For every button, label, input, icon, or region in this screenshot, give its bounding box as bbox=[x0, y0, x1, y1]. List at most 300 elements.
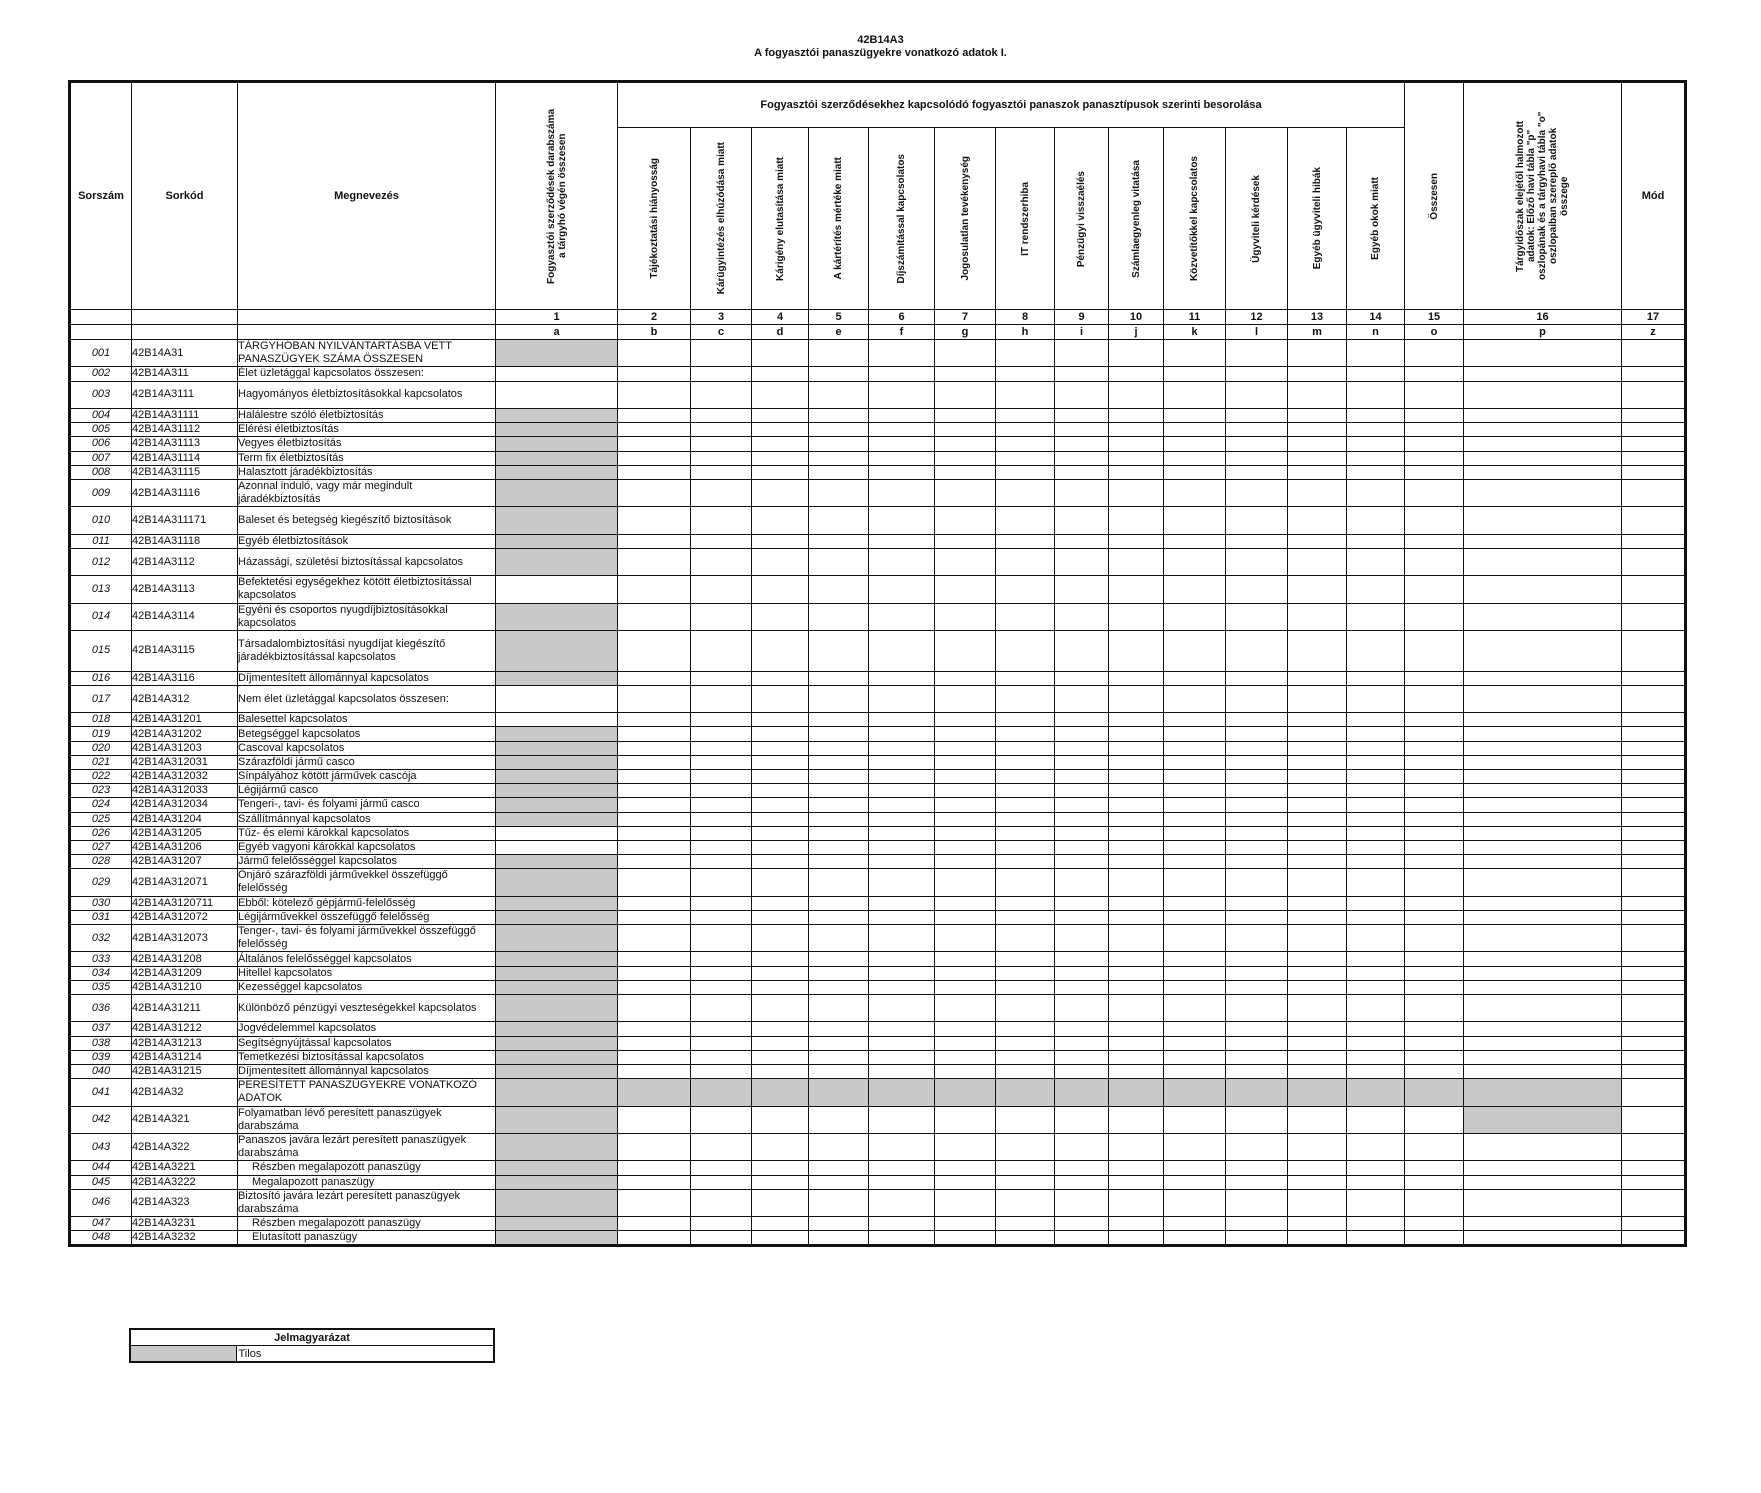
input-cell[interactable] bbox=[1464, 685, 1622, 712]
input-cell[interactable] bbox=[752, 1064, 809, 1078]
input-cell[interactable] bbox=[1226, 451, 1288, 465]
input-cell[interactable] bbox=[869, 437, 935, 451]
input-cell[interactable] bbox=[752, 812, 809, 826]
input-cell[interactable] bbox=[1622, 952, 1686, 966]
input-cell[interactable] bbox=[935, 1189, 996, 1216]
input-cell[interactable] bbox=[935, 1064, 996, 1078]
input-cell[interactable] bbox=[496, 367, 618, 381]
input-cell[interactable] bbox=[1055, 548, 1109, 575]
input-cell[interactable] bbox=[1464, 465, 1622, 479]
input-cell[interactable] bbox=[1288, 671, 1347, 685]
input-cell[interactable] bbox=[618, 1161, 691, 1175]
input-cell[interactable] bbox=[1405, 367, 1464, 381]
input-cell[interactable] bbox=[869, 798, 935, 812]
input-cell[interactable] bbox=[869, 769, 935, 783]
input-cell[interactable] bbox=[1164, 408, 1226, 422]
input-cell[interactable] bbox=[618, 408, 691, 422]
input-cell[interactable] bbox=[935, 1175, 996, 1189]
input-cell[interactable] bbox=[996, 812, 1055, 826]
input-cell[interactable] bbox=[1288, 548, 1347, 575]
input-cell[interactable] bbox=[1226, 685, 1288, 712]
input-cell[interactable] bbox=[1055, 340, 1109, 367]
input-cell[interactable] bbox=[1055, 1175, 1109, 1189]
input-cell[interactable] bbox=[1164, 1161, 1226, 1175]
input-cell[interactable] bbox=[1622, 769, 1686, 783]
input-cell[interactable] bbox=[1288, 812, 1347, 826]
input-cell[interactable] bbox=[1109, 671, 1164, 685]
input-cell[interactable] bbox=[1405, 671, 1464, 685]
input-cell[interactable] bbox=[1405, 1175, 1464, 1189]
input-cell[interactable] bbox=[1347, 479, 1405, 506]
input-cell[interactable] bbox=[1109, 1036, 1164, 1050]
input-cell[interactable] bbox=[1226, 713, 1288, 727]
input-cell[interactable] bbox=[809, 685, 869, 712]
input-cell[interactable] bbox=[1109, 548, 1164, 575]
input-cell[interactable] bbox=[1622, 381, 1686, 408]
input-cell[interactable] bbox=[1347, 1189, 1405, 1216]
input-cell[interactable] bbox=[869, 1106, 935, 1133]
input-cell[interactable] bbox=[1055, 423, 1109, 437]
input-cell[interactable] bbox=[1288, 367, 1347, 381]
input-cell[interactable] bbox=[1347, 826, 1405, 840]
input-cell[interactable] bbox=[1464, 340, 1622, 367]
input-cell[interactable] bbox=[1405, 896, 1464, 910]
input-cell[interactable] bbox=[691, 367, 752, 381]
input-cell[interactable] bbox=[691, 1106, 752, 1133]
input-cell[interactable] bbox=[691, 980, 752, 994]
input-cell[interactable] bbox=[1226, 952, 1288, 966]
input-cell[interactable] bbox=[1164, 869, 1226, 896]
input-cell[interactable] bbox=[1164, 896, 1226, 910]
input-cell[interactable] bbox=[809, 451, 869, 465]
input-cell[interactable] bbox=[1622, 713, 1686, 727]
input-cell[interactable] bbox=[1109, 507, 1164, 534]
input-cell[interactable] bbox=[1109, 437, 1164, 451]
input-cell[interactable] bbox=[1226, 340, 1288, 367]
input-cell[interactable] bbox=[869, 423, 935, 437]
input-cell[interactable] bbox=[1226, 1161, 1288, 1175]
input-cell[interactable] bbox=[869, 451, 935, 465]
input-cell[interactable] bbox=[1347, 576, 1405, 603]
input-cell[interactable] bbox=[996, 423, 1055, 437]
input-cell[interactable] bbox=[996, 1036, 1055, 1050]
input-cell[interactable] bbox=[618, 727, 691, 741]
input-cell[interactable] bbox=[809, 966, 869, 980]
input-cell[interactable] bbox=[1405, 1231, 1464, 1246]
input-cell[interactable] bbox=[1288, 869, 1347, 896]
input-cell[interactable] bbox=[752, 381, 809, 408]
input-cell[interactable] bbox=[752, 465, 809, 479]
input-cell[interactable] bbox=[1464, 534, 1622, 548]
input-cell[interactable] bbox=[869, 910, 935, 924]
input-cell[interactable] bbox=[809, 910, 869, 924]
input-cell[interactable] bbox=[1405, 408, 1464, 422]
input-cell[interactable] bbox=[1288, 952, 1347, 966]
input-cell[interactable] bbox=[1347, 1064, 1405, 1078]
input-cell[interactable] bbox=[935, 952, 996, 966]
input-cell[interactable] bbox=[935, 1231, 996, 1246]
input-cell[interactable] bbox=[1109, 381, 1164, 408]
input-cell[interactable] bbox=[618, 631, 691, 672]
input-cell[interactable] bbox=[691, 910, 752, 924]
input-cell[interactable] bbox=[996, 671, 1055, 685]
input-cell[interactable] bbox=[1164, 855, 1226, 869]
input-cell[interactable] bbox=[809, 995, 869, 1022]
input-cell[interactable] bbox=[1055, 910, 1109, 924]
input-cell[interactable] bbox=[1055, 1064, 1109, 1078]
input-cell[interactable] bbox=[809, 826, 869, 840]
input-cell[interactable] bbox=[618, 479, 691, 506]
input-cell[interactable] bbox=[1464, 423, 1622, 437]
input-cell[interactable] bbox=[1464, 727, 1622, 741]
input-cell[interactable] bbox=[691, 855, 752, 869]
input-cell[interactable] bbox=[1405, 1036, 1464, 1050]
input-cell[interactable] bbox=[691, 755, 752, 769]
input-cell[interactable] bbox=[1226, 755, 1288, 769]
input-cell[interactable] bbox=[996, 798, 1055, 812]
input-cell[interactable] bbox=[996, 507, 1055, 534]
input-cell[interactable] bbox=[691, 631, 752, 672]
input-cell[interactable] bbox=[935, 603, 996, 630]
input-cell[interactable] bbox=[1288, 980, 1347, 994]
input-cell[interactable] bbox=[1164, 980, 1226, 994]
input-cell[interactable] bbox=[996, 1133, 1055, 1160]
input-cell[interactable] bbox=[1622, 840, 1686, 854]
input-cell[interactable] bbox=[1622, 869, 1686, 896]
input-cell[interactable] bbox=[752, 576, 809, 603]
input-cell[interactable] bbox=[1464, 713, 1622, 727]
input-cell[interactable] bbox=[1347, 952, 1405, 966]
input-cell[interactable] bbox=[618, 451, 691, 465]
input-cell[interactable] bbox=[1288, 603, 1347, 630]
input-cell[interactable] bbox=[869, 784, 935, 798]
input-cell[interactable] bbox=[691, 1189, 752, 1216]
input-cell[interactable] bbox=[809, 423, 869, 437]
input-cell[interactable] bbox=[1226, 534, 1288, 548]
input-cell[interactable] bbox=[1622, 437, 1686, 451]
input-cell[interactable] bbox=[1464, 451, 1622, 465]
input-cell[interactable] bbox=[752, 995, 809, 1022]
input-cell[interactable] bbox=[618, 548, 691, 575]
input-cell[interactable] bbox=[1109, 769, 1164, 783]
input-cell[interactable] bbox=[1464, 769, 1622, 783]
input-cell[interactable] bbox=[618, 381, 691, 408]
input-cell[interactable] bbox=[935, 869, 996, 896]
input-cell[interactable] bbox=[1226, 910, 1288, 924]
input-cell[interactable] bbox=[1109, 603, 1164, 630]
input-cell[interactable] bbox=[935, 840, 996, 854]
input-cell[interactable] bbox=[1109, 1231, 1164, 1246]
input-cell[interactable] bbox=[869, 381, 935, 408]
input-cell[interactable] bbox=[935, 966, 996, 980]
input-cell[interactable] bbox=[1464, 855, 1622, 869]
input-cell[interactable] bbox=[809, 925, 869, 952]
input-cell[interactable] bbox=[618, 896, 691, 910]
input-cell[interactable] bbox=[1347, 980, 1405, 994]
input-cell[interactable] bbox=[1226, 826, 1288, 840]
input-cell[interactable] bbox=[1164, 798, 1226, 812]
input-cell[interactable] bbox=[1055, 769, 1109, 783]
input-cell[interactable] bbox=[1464, 1050, 1622, 1064]
input-cell[interactable] bbox=[1226, 966, 1288, 980]
input-cell[interactable] bbox=[1622, 826, 1686, 840]
input-cell[interactable] bbox=[1405, 1133, 1464, 1160]
input-cell[interactable] bbox=[935, 798, 996, 812]
input-cell[interactable] bbox=[752, 507, 809, 534]
input-cell[interactable] bbox=[996, 1064, 1055, 1078]
input-cell[interactable] bbox=[1055, 1022, 1109, 1036]
input-cell[interactable] bbox=[691, 1022, 752, 1036]
input-cell[interactable] bbox=[1288, 1133, 1347, 1160]
input-cell[interactable] bbox=[1622, 631, 1686, 672]
input-cell[interactable] bbox=[1405, 713, 1464, 727]
input-cell[interactable] bbox=[1109, 966, 1164, 980]
input-cell[interactable] bbox=[1405, 507, 1464, 534]
input-cell[interactable] bbox=[691, 727, 752, 741]
input-cell[interactable] bbox=[1347, 603, 1405, 630]
input-cell[interactable] bbox=[1405, 952, 1464, 966]
input-cell[interactable] bbox=[1405, 741, 1464, 755]
input-cell[interactable] bbox=[809, 755, 869, 769]
input-cell[interactable] bbox=[935, 381, 996, 408]
input-cell[interactable] bbox=[996, 910, 1055, 924]
input-cell[interactable] bbox=[1288, 479, 1347, 506]
input-cell[interactable] bbox=[1055, 1231, 1109, 1246]
input-cell[interactable] bbox=[869, 755, 935, 769]
input-cell[interactable] bbox=[1405, 465, 1464, 479]
input-cell[interactable] bbox=[1405, 798, 1464, 812]
input-cell[interactable] bbox=[935, 727, 996, 741]
input-cell[interactable] bbox=[1464, 826, 1622, 840]
input-cell[interactable] bbox=[618, 741, 691, 755]
input-cell[interactable] bbox=[1464, 603, 1622, 630]
input-cell[interactable] bbox=[1109, 1161, 1164, 1175]
input-cell[interactable] bbox=[496, 713, 618, 727]
input-cell[interactable] bbox=[618, 576, 691, 603]
input-cell[interactable] bbox=[1405, 966, 1464, 980]
input-cell[interactable] bbox=[1226, 727, 1288, 741]
input-cell[interactable] bbox=[618, 925, 691, 952]
input-cell[interactable] bbox=[809, 713, 869, 727]
input-cell[interactable] bbox=[869, 840, 935, 854]
input-cell[interactable] bbox=[869, 340, 935, 367]
input-cell[interactable] bbox=[1347, 812, 1405, 826]
input-cell[interactable] bbox=[1622, 925, 1686, 952]
input-cell[interactable] bbox=[752, 1231, 809, 1246]
input-cell[interactable] bbox=[1347, 507, 1405, 534]
input-cell[interactable] bbox=[935, 1036, 996, 1050]
input-cell[interactable] bbox=[496, 826, 618, 840]
input-cell[interactable] bbox=[1288, 1175, 1347, 1189]
input-cell[interactable] bbox=[1109, 840, 1164, 854]
input-cell[interactable] bbox=[935, 479, 996, 506]
input-cell[interactable] bbox=[618, 980, 691, 994]
input-cell[interactable] bbox=[1405, 769, 1464, 783]
input-cell[interactable] bbox=[1464, 812, 1622, 826]
input-cell[interactable] bbox=[1464, 576, 1622, 603]
input-cell[interactable] bbox=[1405, 925, 1464, 952]
input-cell[interactable] bbox=[691, 437, 752, 451]
input-cell[interactable] bbox=[1622, 507, 1686, 534]
input-cell[interactable] bbox=[1226, 631, 1288, 672]
input-cell[interactable] bbox=[1055, 1133, 1109, 1160]
input-cell[interactable] bbox=[1164, 534, 1226, 548]
input-cell[interactable] bbox=[1055, 1050, 1109, 1064]
input-cell[interactable] bbox=[1405, 340, 1464, 367]
input-cell[interactable] bbox=[1055, 1036, 1109, 1050]
input-cell[interactable] bbox=[1288, 340, 1347, 367]
input-cell[interactable] bbox=[691, 784, 752, 798]
input-cell[interactable] bbox=[996, 713, 1055, 727]
input-cell[interactable] bbox=[935, 755, 996, 769]
input-cell[interactable] bbox=[1055, 855, 1109, 869]
input-cell[interactable] bbox=[935, 713, 996, 727]
input-cell[interactable] bbox=[1622, 685, 1686, 712]
input-cell[interactable] bbox=[1347, 685, 1405, 712]
input-cell[interactable] bbox=[869, 966, 935, 980]
input-cell[interactable] bbox=[1405, 437, 1464, 451]
input-cell[interactable] bbox=[1464, 896, 1622, 910]
input-cell[interactable] bbox=[1347, 713, 1405, 727]
input-cell[interactable] bbox=[1405, 812, 1464, 826]
input-cell[interactable] bbox=[996, 995, 1055, 1022]
input-cell[interactable] bbox=[869, 1217, 935, 1231]
input-cell[interactable] bbox=[1226, 479, 1288, 506]
input-cell[interactable] bbox=[869, 826, 935, 840]
input-cell[interactable] bbox=[1622, 727, 1686, 741]
input-cell[interactable] bbox=[996, 1231, 1055, 1246]
input-cell[interactable] bbox=[1055, 451, 1109, 465]
input-cell[interactable] bbox=[869, 1133, 935, 1160]
input-cell[interactable] bbox=[1226, 1022, 1288, 1036]
input-cell[interactable] bbox=[691, 995, 752, 1022]
input-cell[interactable] bbox=[996, 479, 1055, 506]
input-cell[interactable] bbox=[1288, 741, 1347, 755]
input-cell[interactable] bbox=[1347, 869, 1405, 896]
input-cell[interactable] bbox=[1622, 1050, 1686, 1064]
input-cell[interactable] bbox=[1464, 1133, 1622, 1160]
input-cell[interactable] bbox=[996, 1106, 1055, 1133]
input-cell[interactable] bbox=[935, 896, 996, 910]
input-cell[interactable] bbox=[1164, 741, 1226, 755]
input-cell[interactable] bbox=[752, 980, 809, 994]
input-cell[interactable] bbox=[1405, 727, 1464, 741]
input-cell[interactable] bbox=[1288, 925, 1347, 952]
input-cell[interactable] bbox=[1164, 727, 1226, 741]
input-cell[interactable] bbox=[1109, 812, 1164, 826]
input-cell[interactable] bbox=[1164, 910, 1226, 924]
input-cell[interactable] bbox=[1464, 408, 1622, 422]
input-cell[interactable] bbox=[1405, 755, 1464, 769]
input-cell[interactable] bbox=[809, 769, 869, 783]
input-cell[interactable] bbox=[1622, 784, 1686, 798]
input-cell[interactable] bbox=[1347, 798, 1405, 812]
input-cell[interactable] bbox=[869, 713, 935, 727]
input-cell[interactable] bbox=[1055, 840, 1109, 854]
input-cell[interactable] bbox=[752, 603, 809, 630]
input-cell[interactable] bbox=[1288, 685, 1347, 712]
input-cell[interactable] bbox=[869, 479, 935, 506]
input-cell[interactable] bbox=[752, 798, 809, 812]
input-cell[interactable] bbox=[1226, 1231, 1288, 1246]
input-cell[interactable] bbox=[869, 952, 935, 966]
input-cell[interactable] bbox=[1288, 534, 1347, 548]
input-cell[interactable] bbox=[1109, 869, 1164, 896]
input-cell[interactable] bbox=[1109, 479, 1164, 506]
input-cell[interactable] bbox=[1464, 869, 1622, 896]
input-cell[interactable] bbox=[1347, 671, 1405, 685]
input-cell[interactable] bbox=[752, 910, 809, 924]
input-cell[interactable] bbox=[809, 869, 869, 896]
input-cell[interactable] bbox=[1405, 548, 1464, 575]
input-cell[interactable] bbox=[1226, 603, 1288, 630]
input-cell[interactable] bbox=[691, 798, 752, 812]
input-cell[interactable] bbox=[1109, 451, 1164, 465]
input-cell[interactable] bbox=[1109, 631, 1164, 672]
input-cell[interactable] bbox=[1226, 423, 1288, 437]
input-cell[interactable] bbox=[1055, 952, 1109, 966]
input-cell[interactable] bbox=[935, 855, 996, 869]
input-cell[interactable] bbox=[1288, 1189, 1347, 1216]
input-cell[interactable] bbox=[1055, 381, 1109, 408]
input-cell[interactable] bbox=[691, 576, 752, 603]
input-cell[interactable] bbox=[1164, 1189, 1226, 1216]
input-cell[interactable] bbox=[1622, 451, 1686, 465]
input-cell[interactable] bbox=[1347, 548, 1405, 575]
input-cell[interactable] bbox=[1164, 1064, 1226, 1078]
input-cell[interactable] bbox=[1622, 1064, 1686, 1078]
input-cell[interactable] bbox=[1405, 685, 1464, 712]
input-cell[interactable] bbox=[935, 507, 996, 534]
input-cell[interactable] bbox=[1622, 671, 1686, 685]
input-cell[interactable] bbox=[1109, 1050, 1164, 1064]
input-cell[interactable] bbox=[809, 548, 869, 575]
input-cell[interactable] bbox=[996, 952, 1055, 966]
input-cell[interactable] bbox=[1109, 367, 1164, 381]
input-cell[interactable] bbox=[691, 408, 752, 422]
input-cell[interactable] bbox=[809, 631, 869, 672]
input-cell[interactable] bbox=[752, 671, 809, 685]
input-cell[interactable] bbox=[809, 465, 869, 479]
input-cell[interactable] bbox=[691, 479, 752, 506]
input-cell[interactable] bbox=[996, 1022, 1055, 1036]
input-cell[interactable] bbox=[1055, 980, 1109, 994]
input-cell[interactable] bbox=[1288, 631, 1347, 672]
input-cell[interactable] bbox=[869, 727, 935, 741]
input-cell[interactable] bbox=[1288, 1231, 1347, 1246]
input-cell[interactable] bbox=[996, 755, 1055, 769]
input-cell[interactable] bbox=[1347, 769, 1405, 783]
input-cell[interactable] bbox=[935, 437, 996, 451]
input-cell[interactable] bbox=[1464, 755, 1622, 769]
input-cell[interactable] bbox=[809, 784, 869, 798]
input-cell[interactable] bbox=[1226, 1175, 1288, 1189]
input-cell[interactable] bbox=[1109, 925, 1164, 952]
input-cell[interactable] bbox=[1164, 952, 1226, 966]
input-cell[interactable] bbox=[809, 840, 869, 854]
input-cell[interactable] bbox=[935, 534, 996, 548]
input-cell[interactable] bbox=[1464, 1022, 1622, 1036]
input-cell[interactable] bbox=[691, 1133, 752, 1160]
input-cell[interactable] bbox=[1109, 784, 1164, 798]
input-cell[interactable] bbox=[869, 855, 935, 869]
input-cell[interactable] bbox=[1226, 465, 1288, 479]
input-cell[interactable] bbox=[1226, 840, 1288, 854]
input-cell[interactable] bbox=[752, 855, 809, 869]
input-cell[interactable] bbox=[869, 507, 935, 534]
input-cell[interactable] bbox=[1055, 869, 1109, 896]
input-cell[interactable] bbox=[1347, 741, 1405, 755]
